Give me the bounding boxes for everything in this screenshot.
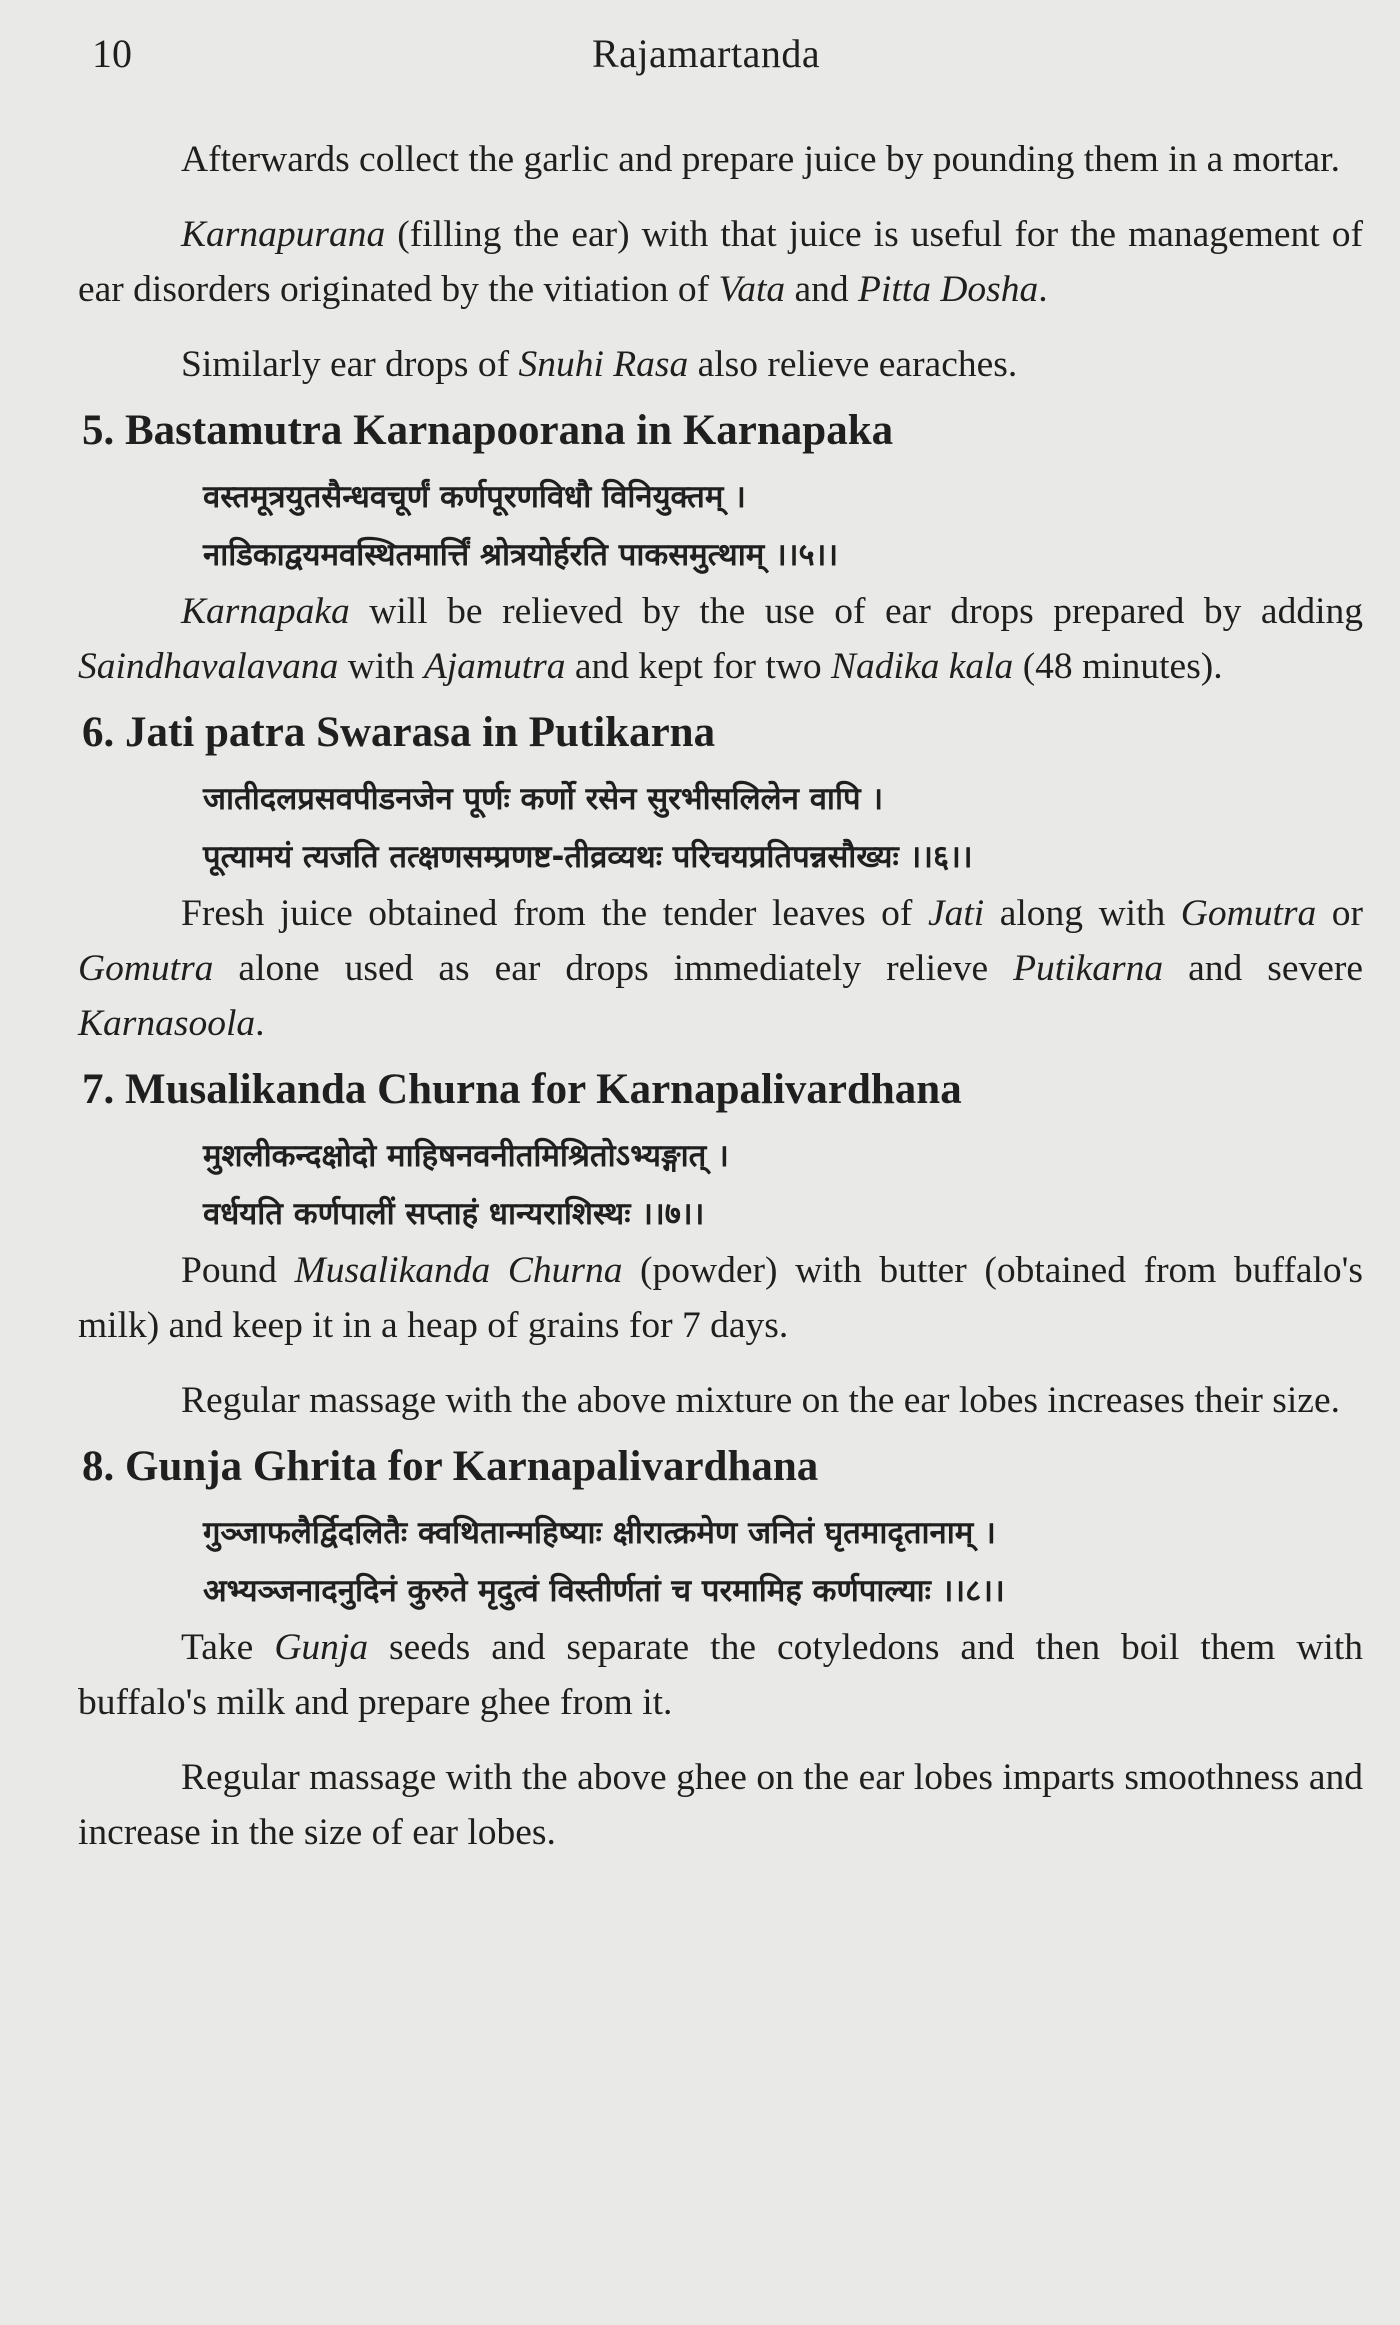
verse-line: नाडिकाद्वयमवस्थितमार्त्तिं श्रोत्रयोर्हरति पाकसमुत्थाम् ।।५।।	[203, 537, 839, 573]
verse-line: गुञ्जाफलैर्द्विदलितैः क्वथितान्महिष्याः क्षीरात्क्रमेण जनितं घृतमादृतानाम् ।	[203, 1515, 996, 1551]
page-number: 10	[92, 31, 132, 76]
section-8-paragraph-2: Regular massage with the above ghee on the ear lobes imparts smoothness and increase in the size of ear lobes.	[78, 1757, 1363, 1853]
page-content	[78, 132, 1363, 1860]
sanskrit-verse-8	[203, 1504, 1363, 1620]
section-heading-5: 5. Bastamutra Karnapoorana in Karnapaka	[82, 407, 894, 454]
intro-paragraph-2: Karnapurana (filling the ear) with that juice is useful for the management of ear disorders originated by the vitiation of Vata and Pitta Dosha.	[78, 214, 1363, 310]
verse-line: वर्धयति कर्णपालीं सप्ताहं धान्यराशिस्थः ।।७।।	[203, 1196, 705, 1232]
sanskrit-verse-5	[203, 468, 1363, 584]
running-title: Rajamartanda	[592, 31, 821, 76]
section-8-paragraph-1: Take Gunja seeds and separate the cotyledons and then boil them with buffalo's milk and prepare ghee from it.	[78, 1627, 1363, 1723]
verse-line: वस्तमूत्रयुतसैन्धवचूर्णं कर्णपूरणविधौ विनियुक्तम् ।	[203, 479, 746, 515]
section-6-paragraph: Fresh juice obtained from the tender leaves of Jati along with Gomutra or Gomutra alone used as ear drops immediately relieve Putikarna and severe Karnasoola.	[78, 893, 1363, 1044]
section-heading-8: 8. Gunja Ghrita for Karnapalivardhana	[82, 1443, 819, 1490]
sanskrit-verse-7	[203, 1127, 1363, 1243]
section-heading-6: 6. Jati patra Swarasa in Putikarna	[82, 709, 716, 756]
verse-line: जातीदलप्रसवपीडनजेन पूर्णः कर्णो रसेन सुरभीसलिलेन वापि ।	[203, 781, 884, 817]
verse-line: मुशलीकन्दक्षोदो माहिषनवनीतमिश्रितोऽभ्यङ्गात् ।	[203, 1138, 729, 1174]
section-7-paragraph-1: Pound Musalikanda Churna (powder) with butter (obtained from buffalo's milk) and keep it in a heap of grains for 7 days.	[78, 1250, 1364, 1346]
intro-paragraph-1: Afterwards collect the garlic and prepare juice by pounding them in a mortar.	[181, 139, 1340, 180]
section-heading-7: 7. Musalikanda Churna for Karnapalivardhana	[82, 1066, 962, 1113]
intro-paragraph-3: Similarly ear drops of Snuhi Rasa also relieve earaches.	[181, 344, 1018, 385]
sanskrit-verse-6	[203, 770, 1363, 886]
section-7-paragraph-2: Regular massage with the above mixture on the ear lobes increases their size.	[181, 1380, 1340, 1421]
verse-line: पूत्यामयं त्यजति तत्क्षणसम्प्रणष्ट-तीव्रव्यथः परिचयप्रतिपन्नसौख्यः ।।६।।	[203, 839, 973, 875]
page-header	[92, 30, 1340, 90]
verse-line: अभ्यञ्जनादनुदिनं कुरुते मृदुत्वं विस्तीर्णतां च परमामिह कर्णपाल्याः ।।८।।	[203, 1573, 1005, 1609]
section-5-paragraph: Karnapaka will be relieved by the use of ear drops prepared by adding Saindhavalavana with Ajamutra and kept for two Nadika kala (48 minutes).	[78, 591, 1363, 687]
